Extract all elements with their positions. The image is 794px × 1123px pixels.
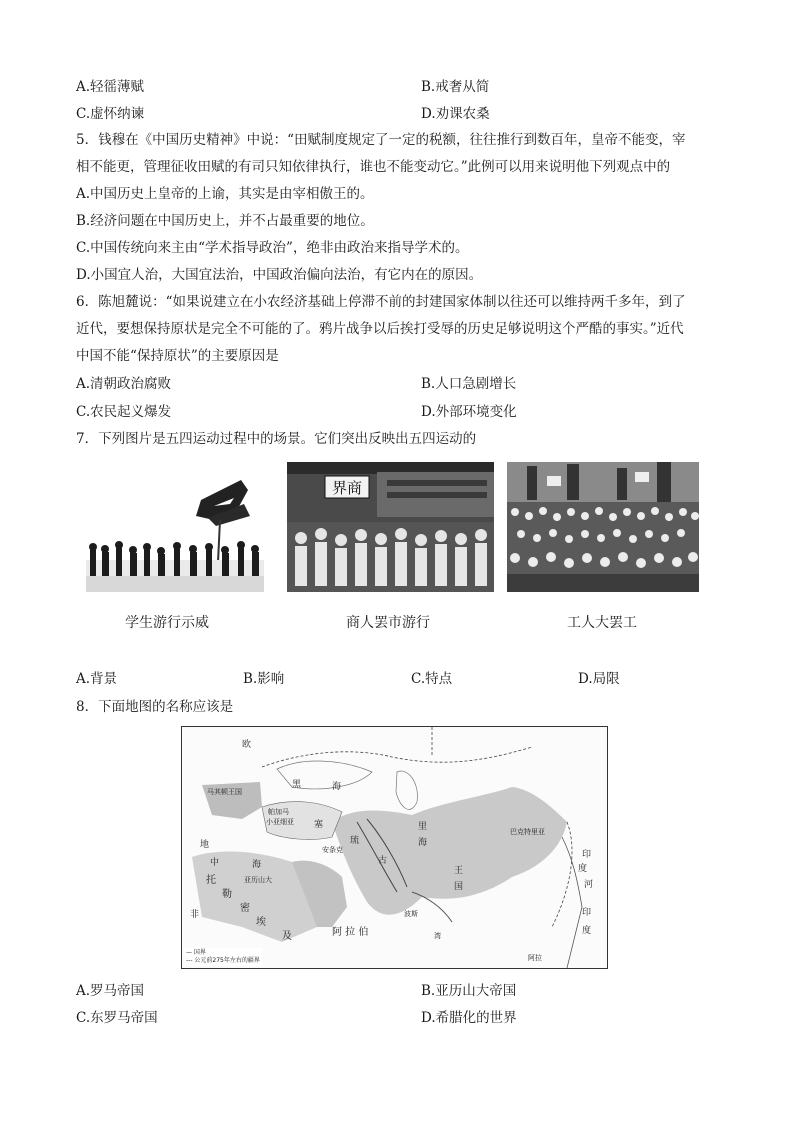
map-label-he: 河: [584, 880, 594, 890]
q8-option-c: C.东罗马帝国: [76, 1010, 158, 1026]
map-label-bactria: 巴克特里亚: [510, 828, 545, 836]
map-label-mi: 密: [240, 903, 250, 914]
q5-stem-line1: 5．钱穆在《中国历史精神》中说：“田赋制度规定了一定的税额，往往推行到数百年，皇帝不能变，宰: [76, 132, 686, 148]
q5-option-c: C.中国传统向来主由“学术指导政治”，绝非由政治来指导学术的。: [76, 240, 469, 256]
q6-option-b: B.人口急剧增长: [421, 376, 517, 392]
q4-option-a: A.轻徭薄赋: [76, 79, 145, 95]
q4-option-b: B.戒奢从简: [421, 79, 490, 95]
map-label-antioch: 安条克: [322, 846, 343, 854]
map-label-arabian-sea: 阿拉: [528, 954, 542, 962]
q4-option-d: D.劝课农桑: [421, 106, 490, 122]
map-label-fei: 非: [190, 910, 200, 920]
q6-stem-line1: 6．陈旭麓说：“如果说建立在小农经济基础上停滞不前的封建国家体制以往还可以维持两千多年，到了: [76, 294, 686, 310]
map-label-tuo: 托: [206, 875, 216, 886]
map-label-alexandria: 亚历山大: [244, 876, 272, 884]
hellenistic-map: [181, 726, 608, 969]
map-label-ji: 及: [282, 931, 292, 942]
map-label-le: 勒: [222, 889, 232, 900]
map-label-asia-minor: 小亚细亚: [266, 818, 294, 826]
map-label-macedon: 马其顿王国: [207, 788, 242, 796]
q7-option-c: C.特点: [411, 671, 453, 687]
caption-merchant-strike: 商人罢市游行: [346, 615, 430, 631]
photo-student-protest: [86, 462, 264, 592]
q6-stem-line3: 中国不能“保持原状”的主要原因是: [76, 348, 279, 364]
map-label-arabia: 阿 拉 伯: [332, 927, 369, 938]
map-label-wang: 王: [454, 866, 464, 876]
map-label-du: 度: [578, 864, 588, 874]
q4-option-c: C.虚怀纳谏: [76, 106, 145, 122]
map-label-india-yin: 印: [582, 908, 592, 918]
map-label-sai: 塞: [314, 820, 324, 830]
map-label-yin: 印: [582, 850, 592, 860]
map-label-hai-a: 海: [332, 782, 342, 792]
q8-stem: 8．下面地图的名称应该是: [76, 699, 234, 715]
q7-option-d: D.局限: [578, 671, 620, 687]
q6-option-c: C.农民起义爆发: [76, 404, 172, 420]
q6-option-a: A.清朝政治腐败: [76, 376, 172, 392]
map-label-li2: 里: [418, 822, 428, 832]
q5-option-b: B.经济问题在中国历史上，并不占最重要的地位。: [76, 213, 374, 229]
q7-option-b: B.影响: [243, 671, 285, 687]
q8-option-a: A.罗马帝国: [76, 983, 145, 999]
map-label-ai: 埃: [256, 917, 266, 928]
q5-stem-line2: 相不能更，管理征收田赋的有司只知依律执行，谁也不能变动它。”此例可以用来说明他下列观点中的: [76, 159, 671, 175]
map-label-hei: 黑: [292, 780, 302, 790]
photo-merchant-strike: [287, 462, 494, 592]
map-label-india-du: 度: [582, 926, 592, 936]
map-label-hai-c: 海: [252, 860, 262, 870]
q6-option-d: D.外部环境变化: [421, 404, 517, 420]
photo-sign-text: 界商: [331, 479, 363, 497]
q5-option-a: A.中国历史上皇帝的上谕，其实是由宰相傲王的。: [76, 186, 374, 202]
map-legend-boundary: --- 公元前275年左右的疆界: [186, 957, 260, 964]
map-label-hai-b: 海: [418, 838, 428, 848]
map-label-zhong: 中: [210, 858, 220, 868]
map-label-pergamon: 帕加马: [268, 808, 289, 816]
q7-stem: 7．下列图片是五四运动过程中的场景。它们突出反映出五四运动的: [76, 431, 477, 447]
q5-option-d: D.小国宜人治，大国宜法治，中国政治偏向法治，有它内在的原因。: [76, 267, 483, 283]
map-label-li: 琉: [350, 836, 360, 846]
map-label-gu: 古: [378, 856, 388, 866]
map-label-ou: 欧: [242, 740, 252, 750]
q8-option-b: B.亚历山大帝国: [421, 983, 517, 999]
photo-worker-strike: [507, 462, 699, 592]
caption-worker-strike: 工人大罢工: [567, 615, 637, 631]
map-label-persia: 波斯: [404, 910, 418, 918]
map-label-guo: 国: [454, 882, 464, 892]
map-legend-border: — 国界: [186, 949, 206, 956]
map-legend: [184, 948, 262, 966]
map-label-di: 地: [200, 840, 210, 850]
q7-option-a: A.背景: [76, 671, 118, 687]
q8-option-d: D.希腊化的世界: [421, 1010, 517, 1026]
q6-stem-line2: 近代，要想保持原状是完全不可能的了。鸦片战争以后挨打受辱的历史足够说明这个严酷的事实。”近代: [76, 321, 684, 337]
caption-student-protest: 学生游行示威: [125, 615, 209, 631]
map-label-gulf: 湾: [434, 932, 441, 940]
